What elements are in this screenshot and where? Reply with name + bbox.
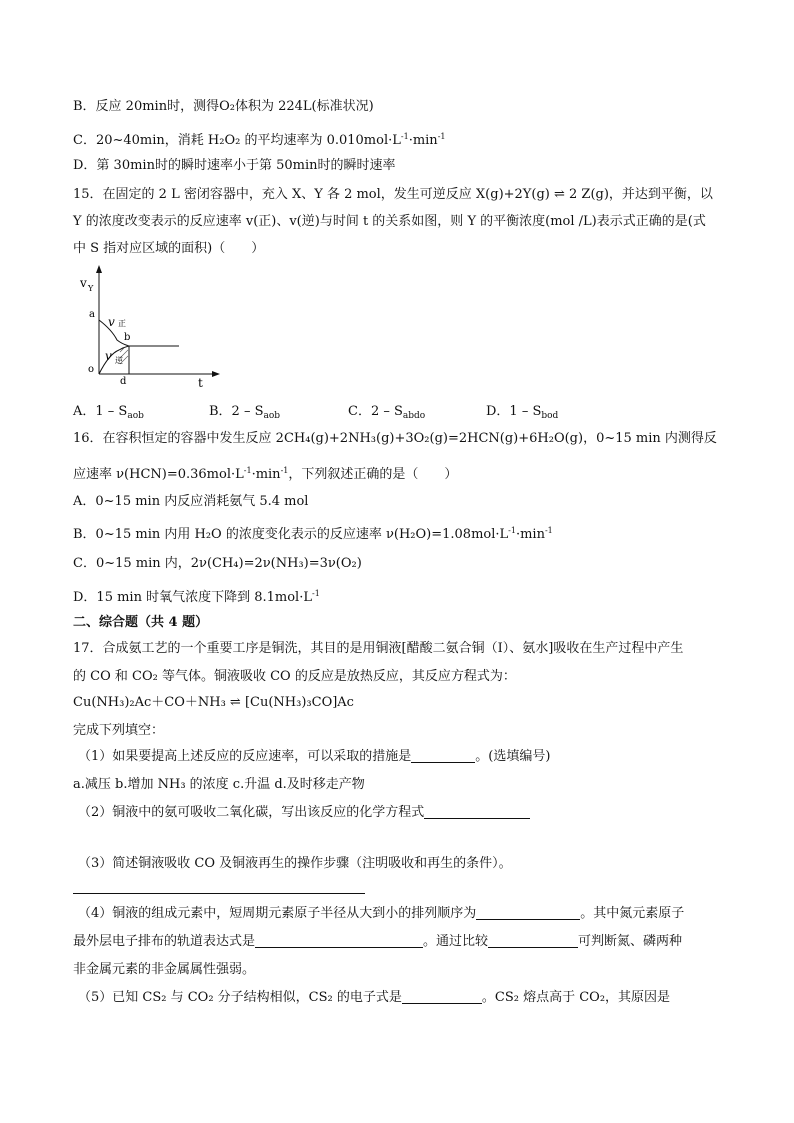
q17-equation: Cu(NH₃)₂Ac＋CO＋NH₃ ⇌ [Cu(NH₃)₃CO]Ac — [73, 695, 354, 710]
graph-label-vfwd-sub: 正 — [118, 319, 126, 328]
q17-part4-line2: 最外层电子排布的轨道表达式是 。通过比较 可判断氮、磷两种 — [73, 934, 683, 949]
q15-option-d: D．$1 - S_{bod}$ — [486, 404, 559, 421]
graph-point-a: a — [89, 309, 95, 320]
q15-option-c: C．$2 - S_{abdo}$ — [348, 404, 426, 421]
q17-part4-line1: （4）铜液的组成元素中，短周期元素原子半径从大到小的排列顺序为 。其中氮元素原子 — [78, 906, 685, 921]
q17-part1-blank[interactable] — [411, 749, 475, 763]
graph-label-vrev-sub: 逆 — [115, 356, 123, 365]
q15-stem-line2: Y 的浓度改变表示的反应速率 v(正)、v(逆)与时间 t 的关系如图，则 Y 的平衡浓度(mol /L)表示式正确的是(式 — [73, 214, 706, 229]
q17-part2-blank[interactable] — [424, 805, 530, 819]
q17-part1: （1）如果要提高上述反应的反应速率，可以采取的措施是 。(选填编号) — [78, 749, 551, 764]
q17-part1-options: a.减压 b.增加 NH₃ 的浓度 c.升温 d.及时移走产物 — [73, 777, 365, 792]
q15-option-a: A．$1 - S_{aob}$ — [73, 404, 144, 421]
q17-part4-blank2[interactable] — [255, 934, 423, 948]
q17-part5: （5）已知 CS₂ 与 CO₂ 分子结构相似，CS₂ 的电子式是 。CS₂ 熔点高于 CO₂，其原因是 — [78, 990, 671, 1005]
q17-fill-instruction: 完成下列填空： — [73, 723, 165, 738]
q17-part3-answer-line[interactable] — [73, 893, 365, 894]
q17-part4-blank3[interactable] — [488, 934, 578, 948]
q17-stem-line1: 17．合成氨工艺的一个重要工序是铜洗，其目的是用铜液[醋酸二氨合铜（I）、氨水]吸收在生产过程中产生 — [73, 641, 684, 656]
q15-option-b: B．$2 - S_{aob}$ — [209, 404, 281, 421]
q17-part2: （2）铜液中的氨可吸收二氧化碳，写出该反应的化学方程式 — [78, 804, 530, 822]
graph-origin: o — [88, 364, 95, 375]
q17-part4-blank1[interactable] — [476, 906, 580, 920]
graph-label-vfwd: v — [108, 315, 115, 329]
q16-stem-line1: 16．在容积恒定的容器中发生反应 2CH₄(g)+2NH₃(g)+3O₂(g)=2HCN(g)+6H₂O(g)，0~15 min 内测得反 — [73, 431, 717, 446]
q14-option-b: B．反应 20min时，测得O₂体积为 224L(标准状况) — [73, 99, 374, 114]
q14-option-d: D．第 30min时的瞬时速率小于第 50min时的瞬时速率 — [73, 158, 396, 173]
graph-xlabel: t — [198, 376, 203, 390]
q16-option-c: C．0~15 min 内，2ν(CH₄)=2ν(NH₃)=3ν(O₂) — [73, 556, 362, 571]
q14-option-c: C．20~40min，消耗 H₂O₂ 的平均速率为 $0.010mol\cdot L^{-1}\cdot\min^{-1}$ — [73, 132, 446, 148]
q16-option-b: B．0~15 min 内用 H₂O 的浓度变化表示的反应速率 $\nu(H_2O)=1.08mol\cdot L^{-1}\cdot\min^{-1}$ — [73, 526, 553, 542]
section-heading: 二、综合题（共 4 题） — [73, 615, 209, 630]
q15-stem-line1: 15．在固定的 2 L 密闭容器中，充入 X、Y 各 2 mol，发生可逆反应 X(g)+2Y(g) ⇌ 2 Z(g)，并达到平衡，以 — [73, 187, 713, 202]
q17-part3: （3）简述铜液吸收 CO 及铜液再生的操作步骤（注明吸收和再生的条件）。 — [78, 856, 512, 871]
graph-ylabel-sub: Y — [88, 284, 94, 293]
q16-option-d: D．15 min 时氧气浓度下降到 $8.1mol\cdot L^{-1}$ — [73, 589, 320, 605]
graph-label-vrev: v — [105, 349, 112, 363]
graph-point-d: d — [120, 376, 127, 387]
graph-point-b: b — [124, 332, 131, 343]
graph-ylabel: v — [80, 276, 87, 290]
q17-part4-line3: 非金属元素的非金属属性强弱。 — [73, 962, 256, 977]
q16-option-a: A．0~15 min 内反应消耗氨气 5.4 mol — [73, 494, 309, 509]
q15-rate-time-graph — [74, 262, 234, 392]
q16-stem-line2: 应速率 $\nu(HCN)=0.36mol\cdot L^{-1}\cdot\min^{-1}$，下列叙述正确的是（ ） — [73, 466, 458, 482]
q17-part5-blank[interactable] — [402, 990, 482, 1004]
q15-stem-line3: 中 S 指对应区域的面积)（ ） — [73, 241, 265, 256]
q17-stem-line2: 的 CO 和 CO₂ 等气体。铜液吸收 CO 的反应是放热反应，其反应方程式为： — [73, 669, 516, 684]
